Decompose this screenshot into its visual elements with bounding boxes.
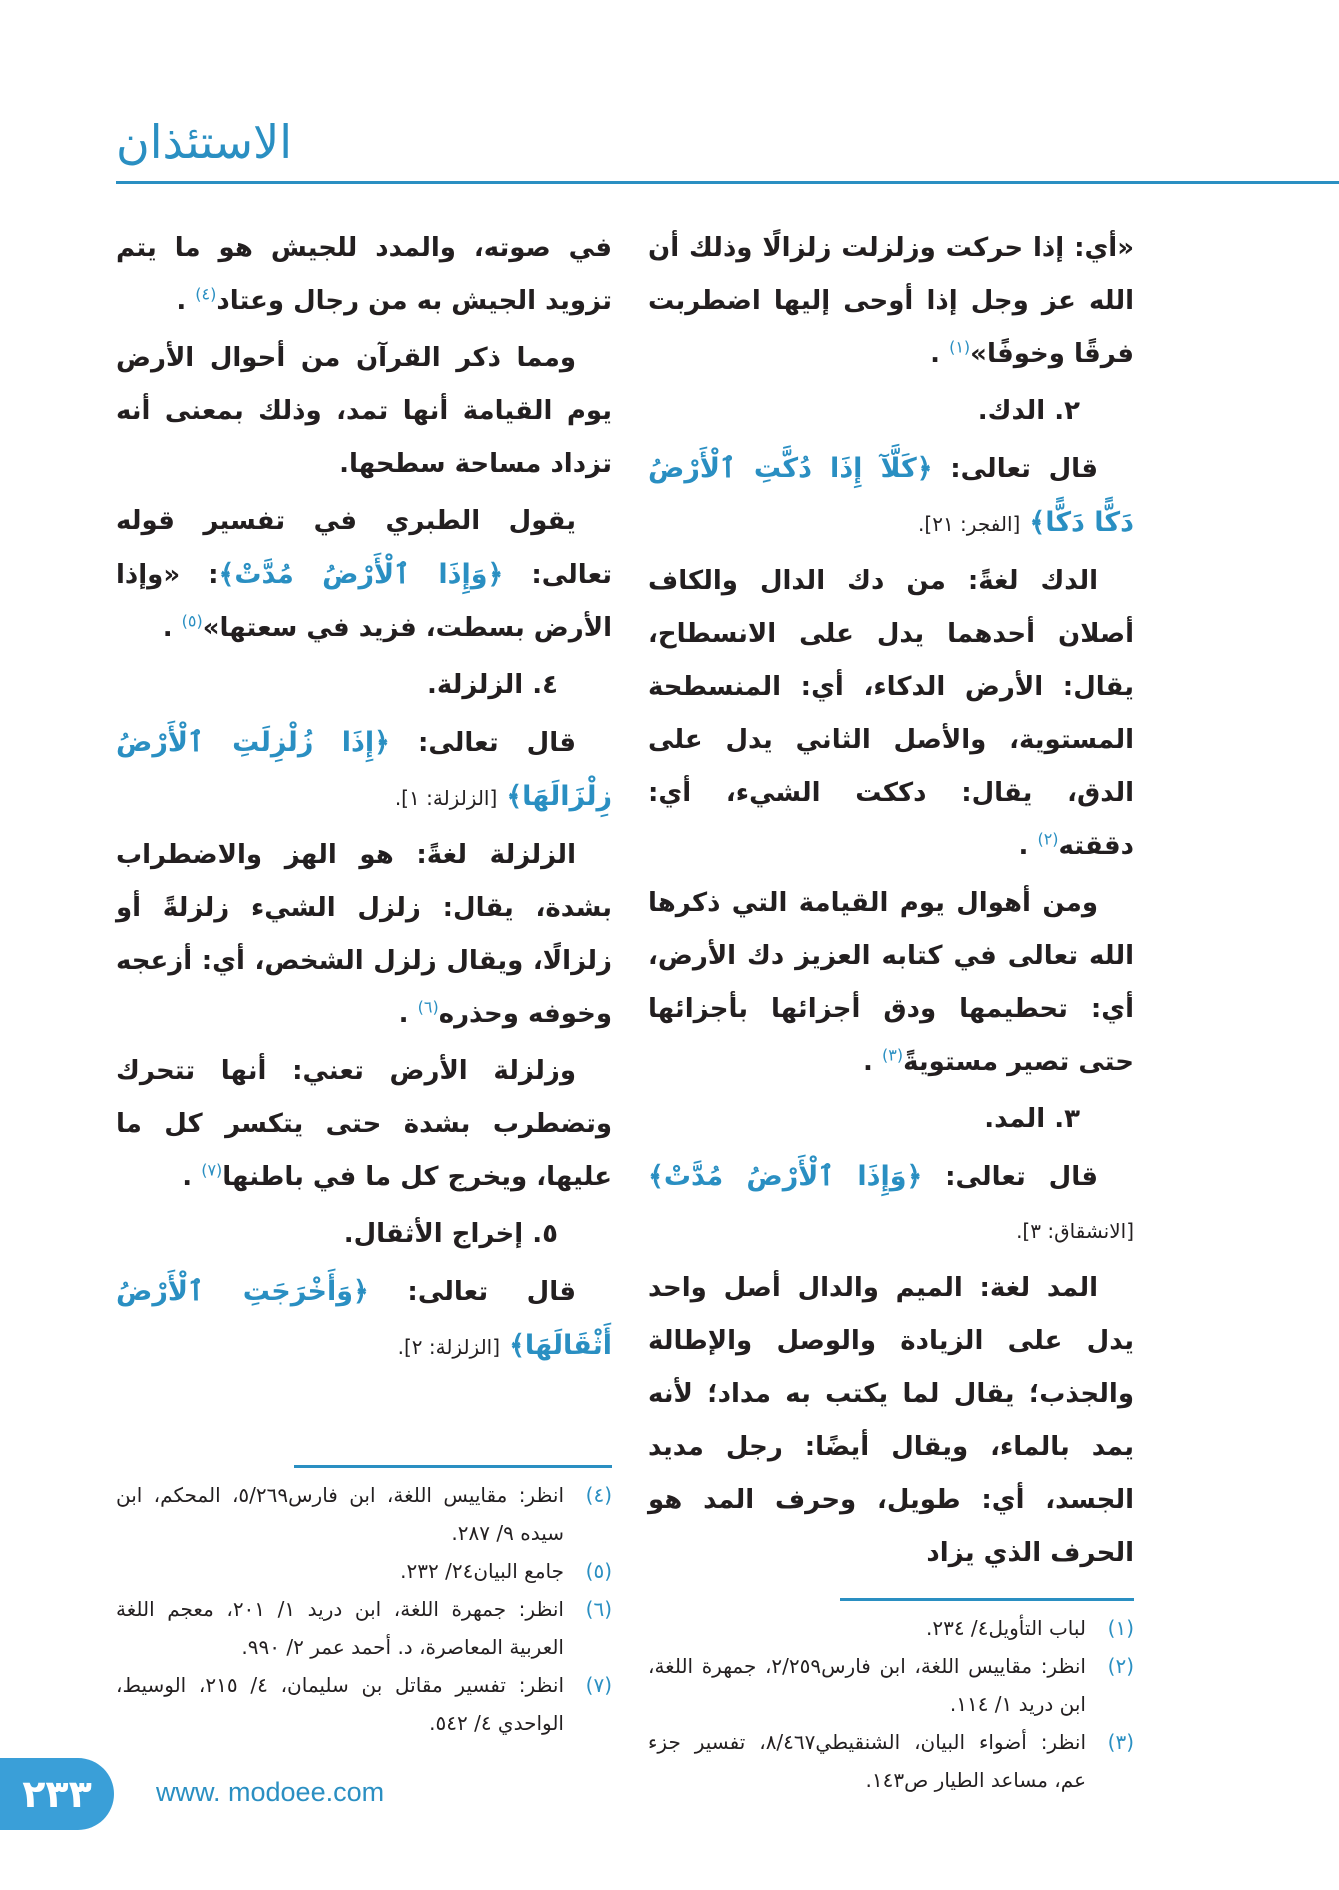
verse-paragraph-athqal: [116, 1265, 612, 1374]
footnote-number: (٢): [1107, 1654, 1134, 1678]
running-header-title: الاستئذان: [116, 115, 293, 169]
paragraph-end: .: [1018, 831, 1029, 861]
paragraph-text: «أي: إذا حركت وزلزلت زلزالًا وذلك أن الله عز وجل إذا أوحى إليها اضطربت فرقًا وخوفًا»: [648, 233, 1134, 369]
quran-verse: ﴿وَإِذَا ٱلْأَرْضُ مُدَّتْ﴾: [648, 1161, 923, 1192]
paragraph-end: .: [176, 286, 187, 316]
left-column-body: [116, 222, 612, 1378]
paragraph-madd-definition: [648, 1262, 1134, 1580]
left-footnotes: [116, 1465, 612, 1742]
paragraph-text: ومما ذكر القرآن من أحوال الأرض يوم القيامة أنها تمد، وذلك بمعنى أنه تزداد مساحة سطحها.: [116, 343, 612, 479]
footnote-separator: [294, 1465, 612, 1468]
verse-citation: [الانشقاق: ٣].: [1016, 1219, 1134, 1243]
quran-verse: ﴿إِذَا زُلْزِلَتِ ٱلْأَرْضُ زِلْزَالَهَا﴾: [116, 727, 612, 812]
paragraph-quote: [648, 222, 1134, 381]
paragraph-continuation: [116, 222, 612, 328]
footnote-separator: [840, 1598, 1134, 1601]
footnote-ref-4: (٤): [195, 284, 217, 304]
footnote-ref-6: (٦): [417, 997, 439, 1017]
footnote-text: انظر: جمهرة اللغة، ابن دريد ١/ ٢٠١، معجم اللغة العربية المعاصرة، د. أحمد عمر ٢/ ٩٩٠.: [116, 1597, 564, 1659]
footnote-ref-2: (٢): [1037, 829, 1059, 849]
verse-lead: قال تعالى:: [407, 1277, 576, 1307]
paragraph-dakk-definition: [648, 555, 1134, 873]
footnote: [116, 1666, 612, 1742]
right-footnotes: [648, 1598, 1134, 1799]
footnote-ref-3: (٣): [881, 1045, 904, 1065]
page-number-tab: [0, 1758, 114, 1830]
paragraph-earth-extension: [116, 332, 612, 491]
paragraph-end: .: [863, 1047, 873, 1077]
paragraph-text: ومن أهوال يوم القيامة التي ذكرها الله تعالى في كتابه العزيز دك الأرض، أي: تحطيمها ودق أجزائها بأجزائها حتى تصير مستويةً: [648, 888, 1134, 1077]
verse-paragraph-dakk: [648, 442, 1134, 551]
footnote: [116, 1476, 612, 1552]
footnote-text: جامع البيان٢٤/ ٢٣٢.: [400, 1559, 564, 1583]
footnote-ref-7: (٧): [201, 1160, 223, 1180]
paragraph-text: الزلزلة لغةً: هو الهز والاضطراب بشدة، يقال: زلزل الشيء زلزلةً أو زلزالًا، ويقال زلزل الشخص، أي: أزعجه وخوفه وحذره: [116, 840, 612, 1029]
verse-citation: [الفجر: ٢١].: [918, 512, 1021, 536]
verse-paragraph-zalzala: [116, 716, 612, 825]
paragraph-text: المد لغة: الميم والدال أصل واحد يدل على الزيادة والوصل والإطالة والجذب؛ يقال لما يكتب به مداد؛ لأنه يمد بالماء، ويقال أيضًا: رجل مديد الجسد، أي: طويل، وحرف المد هو الحرف الذي يزاد: [648, 1273, 1134, 1568]
paragraph-end: .: [398, 999, 409, 1029]
footnote-number: (٦): [585, 1597, 612, 1621]
verse-lead: يقول الطبري في تفسير قوله تعالى:: [116, 506, 613, 590]
left-column: [116, 222, 612, 1742]
paragraph-zalzala-definition: [116, 829, 612, 1041]
footnote-number: (٥): [585, 1559, 612, 1583]
verse-lead: قال تعالى:: [945, 1162, 1098, 1192]
footnote: [648, 1723, 1134, 1799]
section-heading-dakk: ٢. الدك.: [977, 396, 1080, 426]
footnote-ref-5: (٥): [181, 611, 203, 631]
page-number: ٢٣٣: [22, 1772, 92, 1816]
verse-lead: قال تعالى:: [950, 454, 1098, 484]
paragraph-text: وزلزلة الأرض تعني: أنها تتحرك وتضطرب بشدة حتى يتكسر كل ما عليها، ويخرج كل ما في باطنها: [116, 1056, 612, 1192]
footnote: [116, 1590, 612, 1666]
footnote-number: (١): [1107, 1616, 1134, 1640]
paragraph-end: .: [930, 339, 941, 369]
footnote: [648, 1609, 1134, 1647]
website-url: www. modoee.com: [156, 1777, 385, 1807]
verse-lead: قال تعالى:: [417, 728, 576, 758]
footnote-number: (٧): [585, 1673, 612, 1697]
paragraph-text: الدك لغةً: من دك الدال والكاف أصلان أحدهما يدل على الانسطاح، يقال: الأرض الدكاء، أي: المنسطحة المستوية، والأصل الثاني يدل على الدق، يقال: دككت الشيء، أي: دققته: [648, 566, 1134, 861]
footnote: [116, 1552, 612, 1590]
quran-verse: ﴿كَلَّآ إِذَا دُكَّتِ ٱلْأَرْضُ دَكًّا دَكًّا﴾: [648, 453, 1134, 538]
verse-citation: [الزلزلة: ١].: [394, 786, 498, 810]
footnote: [648, 1647, 1134, 1723]
right-column: [648, 222, 1134, 1792]
paragraph-end: .: [162, 613, 173, 643]
verse-paragraph-madd: [648, 1150, 1134, 1258]
footnote-ref-1: (١): [949, 337, 971, 357]
paragraph-zalzala-meaning: [116, 1045, 612, 1204]
section-heading-athqal: ٥. إخراج الأثقال.: [343, 1219, 558, 1249]
footnote-number: (٤): [585, 1483, 612, 1507]
quran-verse: ﴿وَأَخْرَجَتِ ٱلْأَرْضُ أَثْقَالَهَا﴾: [116, 1276, 612, 1361]
paragraph-tabari: [116, 495, 612, 655]
section-heading-madd: ٣. المد.: [984, 1104, 1080, 1134]
section-heading-zalzala: ٤. الزلزلة.: [427, 670, 558, 700]
quran-verse: ﴿وَإِذَا ٱلْأَرْضُ مُدَّتْ﴾: [218, 559, 504, 590]
verse-citation: [الزلزلة: ٢].: [397, 1335, 501, 1359]
footnote-text: انظر: مقاييس اللغة، ابن فارس٥/٢٦٩، المحكم، ابن سيده ٩/ ٢٨٧.: [116, 1483, 564, 1545]
tabari-quote: : «وإذا الأرض بسطت، فزيد في سعتها»: [116, 560, 612, 643]
footnote-text: انظر: تفسير مقاتل بن سليمان، ٤/ ٢١٥، الوسيط، الواحدي ٤/ ٥٤٢.: [116, 1673, 565, 1735]
paragraph-end: .: [182, 1162, 193, 1192]
footnote-text: لباب التأويل٤/ ٢٣٤.: [925, 1616, 1086, 1640]
right-column-body: [648, 222, 1134, 1584]
footnote-text: انظر: أضواء البيان، الشنقيطي٨/٤٦٧، تفسير جزء عم، مساعد الطيار ص١٤٣.: [648, 1730, 1086, 1792]
footnote-text: انظر: مقاييس اللغة، ابن فارس٢/٢٥٩، جمهرة اللغة، ابن دريد ١/ ١١٤.: [648, 1654, 1086, 1716]
header-rule: [116, 181, 1339, 184]
paragraph-text: في صوته، والمدد للجيش هو ما يتم تزويد الجيش به من رجال وعتاد: [116, 233, 612, 316]
paragraph-dakk-meaning: [648, 877, 1134, 1089]
footnote-number: (٣): [1107, 1730, 1134, 1754]
